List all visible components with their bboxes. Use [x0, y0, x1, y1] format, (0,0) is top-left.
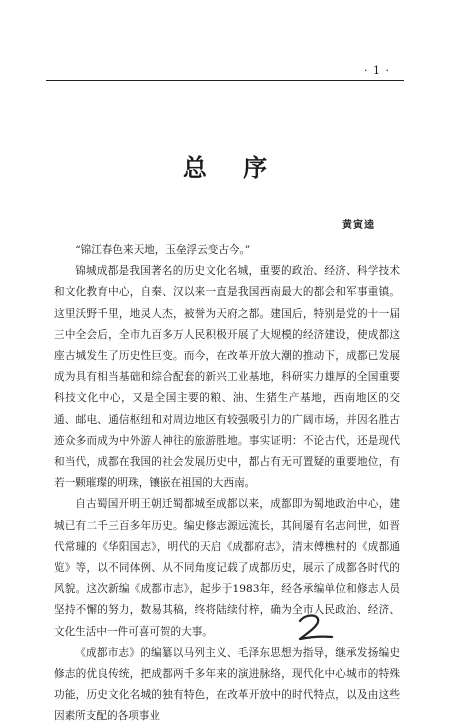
author-name: 黄寅逵 [342, 220, 375, 231]
body-text [54, 240, 400, 728]
header-rule [46, 80, 404, 81]
page-number: · 1 · [364, 64, 390, 77]
paragraph-1: 锦城成都是我国著名的历史文化名城，重要的政治、经济、科学技术和文化教育中心，自秦、汉以来一直是我国西南最大的都会和军事重镇。这里沃野千里，地灵人杰，被誉为天府之都。建国后，特别是党的十一届三中全会后，全市九百多万人民积极开展了大规模的经济建设，使成都这座古城发生了历史性巨变。而今，在改革开放大潮的推动下，成都已发展成为具有相当基础和综合配套的新兴工业基地，科研实力雄厚的全国重要科技文化中心，又是全国主要的粮、油、生猪生产基地，西南地区的交通、邮电、通信枢纽和对周边地区有较强吸引力的广阔市场，并因名胜古迹众多而成为中外游人神往的旅游胜地。事实证明：不论古代，还是现代和当代，成都在我国的社会发展历史中，都占有无可置疑的重要地位，有若一颗璀璨的明珠，镶嵌在祖国的大西南。 [54, 265, 400, 490]
paragraph-2: 自古蜀国开明王朝迁蜀都城至成都以来，成都即为蜀地政治中心，建城已有二千三百多年历史。编史修志源远流长，其间屡有名志问世，如晋代常璩的《华阳国志》，明代的天启《成都府志》，清末傅樵村的《成都通览》等，以不同体例、从不同角度记载了成都历史，展示了成都各时代的风貌。这次新编《成都市志》，起步于1983年，经各承编单位和修志人员坚持不懈的努力，数易其稿，终将陆续付梓，确为全市人民政治、经济、文化生活中一件可喜可贺的大事。 [54, 498, 400, 638]
paragraph-3: 《成都市志》的编纂以马列主义、毛泽东思想为指导，继承发扬编史修志的优良传统，把成都两千多年来的演进脉络，现代化中心城市的特殊功能，历史文化名城的独有特色，在改革开放中的时代特点，以及由这些因素所支配的各项事业 [54, 646, 400, 723]
paragraph-quote: “锦江春色来天地，玉垒浮云变古今。” [75, 244, 251, 256]
handwritten-page-mark [292, 612, 338, 642]
page-title: 总 序 [182, 153, 282, 182]
